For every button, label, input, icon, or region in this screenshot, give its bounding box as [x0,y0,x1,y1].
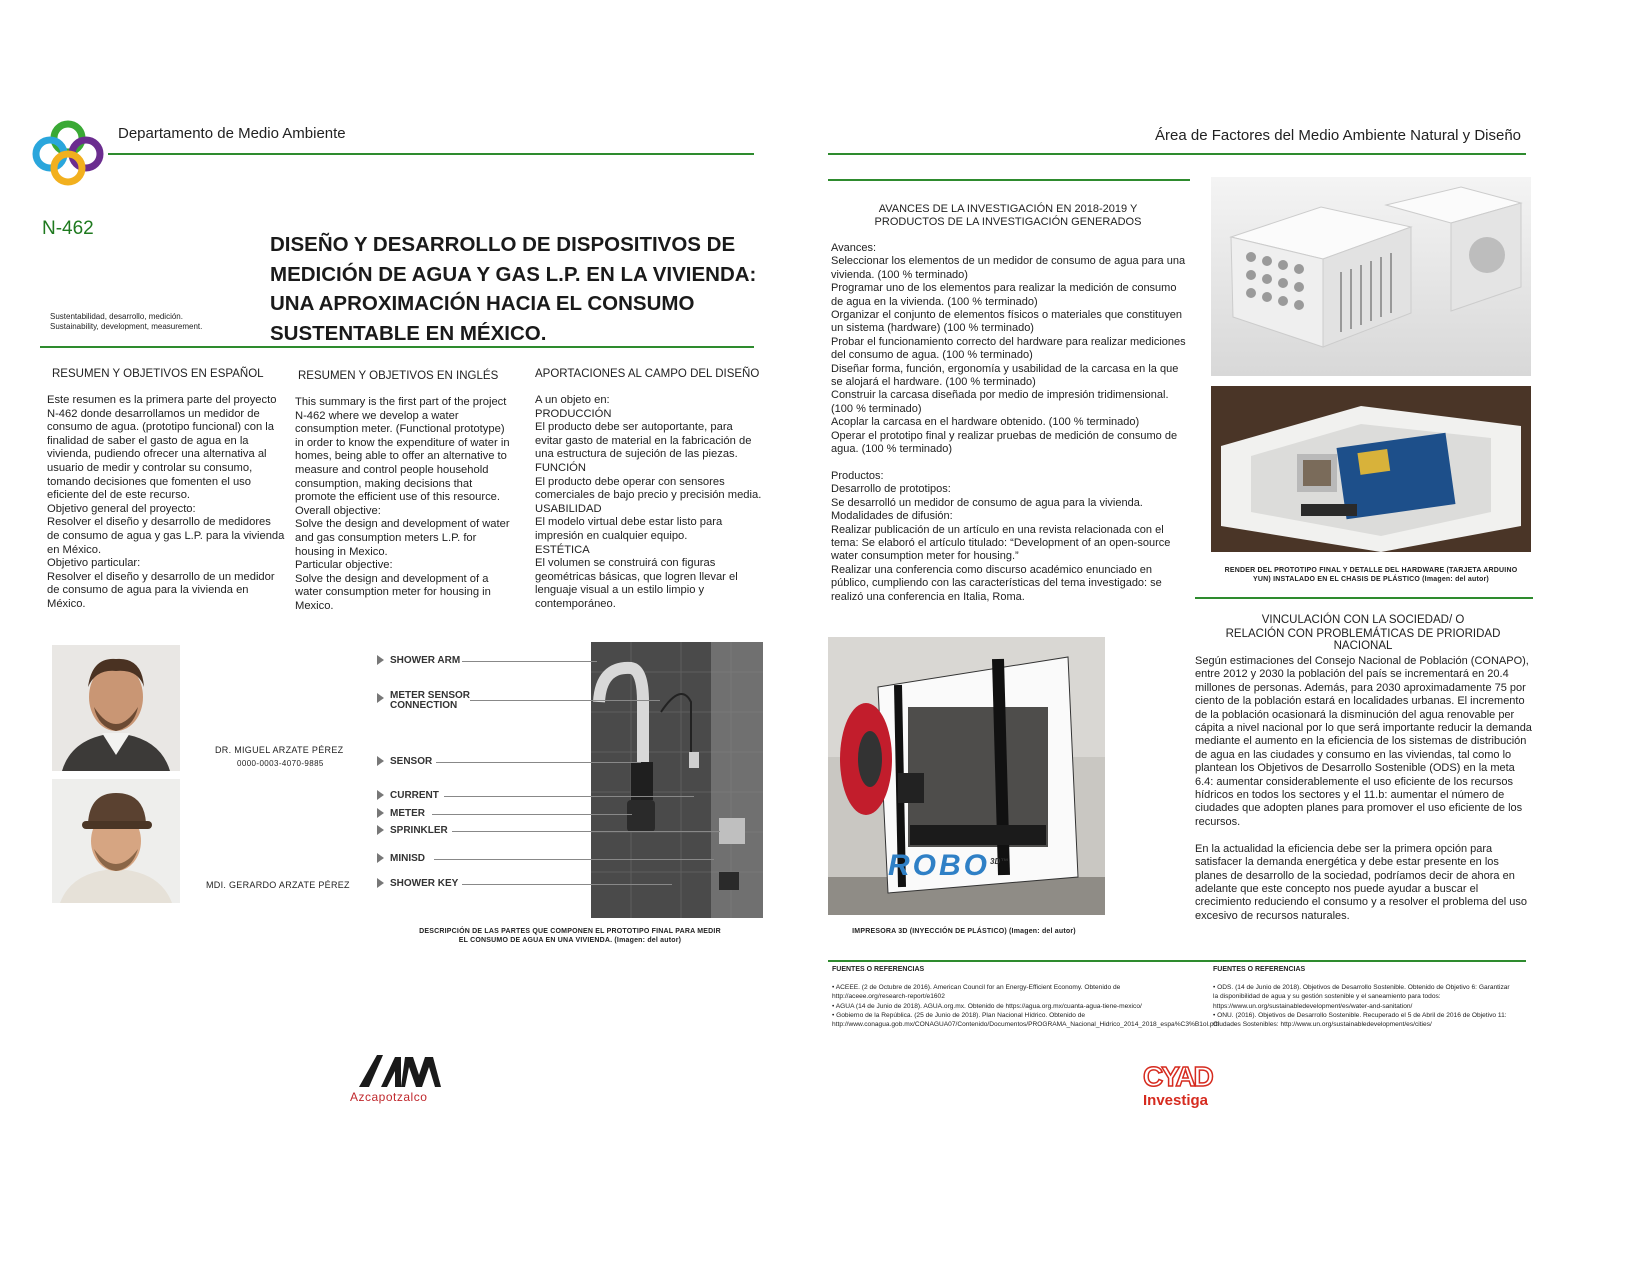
resumen-en-body: This summary is the first part of the project N-462 where we develop a water consumption meter. (Functional prototype) in order to know the expenditure of water in homes, being able to offer an alternative to measure and control people household consumption, making decisions that promote the efficient use of this resource. Overall objective: Solve the design and development of water and gas consumption meters L.P. for housing in Mexico. Particular objective: Solve the design and development of a water consumption meter for housing in Mexico. [295,396,510,612]
header-rule-left [108,153,754,155]
arduino-hardware-image [1211,386,1531,552]
cyad-logo: CYAD [1143,1061,1212,1092]
department-name: Departamento de Medio Ambiente [118,125,346,142]
author-1-name: DR. MIGUEL ARZATE PÉREZ [215,745,344,755]
department-logo [30,118,106,188]
vinculacion-title-2: RELACIÓN CON PROBLEMÁTICAS DE PRIORIDAD NACIONAL [1225,628,1501,652]
leader-shower-arm [462,661,597,662]
label-minisd: MINISD [377,853,425,864]
label-shower-key: SHOWER KEY [377,878,458,889]
printer-caption: IMPRESORA 3D (INYECCIÓN DE PLÁSTICO) (Imagen: del autor) [852,928,1076,935]
leader-current [444,796,694,797]
uam-campus: Azcapotzalco [350,1090,428,1104]
3d-printer-image [828,637,1105,915]
author-photo-2 [52,779,180,903]
header-rule-right [828,153,1526,155]
prototype-installation-photo [591,642,763,918]
resumen-es-body: Este resumen es la primera parte del proyecto N-462 donde desarrollamos un medidor de consumo de agua. (prototipo funcional) con la finalidad de saber el gasto de agua en la vivienda, pudiendo ofrecer una alternativa al usuario de medir y controlar su consumo, tomando decisiones que fomenten el uso eficiente del de este recurso. Objetivo general del proyecto: Resolver el diseño y desarrollo de medidores de consumo de agua y gas L.P. para la vivienda en México. Objetivo particular: Resolver el diseño y desarrollo de un medidor de consumo de agua para la vivienda en México. [47,394,285,610]
project-title: DISEÑO Y DESARROLLO DE DISPOSITIVOS DE MEDICIÓN DE AGUA Y GAS L.P. EN LA VIVIENDA: UNA APROXIMACIÓN HACIA EL CONSUMO SUSTENTABLE EN MÉXICO. [270,233,757,345]
label-shower-arm: SHOWER ARM [377,655,460,666]
refs-rule [828,960,1526,962]
leader-shower-key [462,884,672,885]
references-left-title: FUENTES O REFERENCIAS [832,966,925,973]
project-code: N-462 [42,218,94,239]
label-sensor: SENSOR [377,756,432,767]
label-sprinkler: SPRINKLER [377,825,448,836]
cyad-investiga: Investiga [1143,1092,1209,1109]
area-name: Área de Factores del Medio Ambiente Natural y Diseño [1155,127,1522,144]
vinculacion-body: Según estimaciones del Consejo Nacional de Población (CONAPO), entre 2012 y 2030 la población del país se incrementará en 20.4 millones de personas. Además, para 2030 aproximadamente 75 por ciento de la población estará en localidades urbanas. El incremento de la población ocasionará la disminución del agua renovable per cápita a nivel nacional por lo que será importante reducir la demanda mediante el aumento en la eficiencia de los sistemas de distribución de agua en las ciudades y consumo en las viviendas, tal como lo plantean los Objetivos de Desarrollo Sostenible (ODS) en la meta 6.4: aumentar considerablemente el uso eficiente de los recursos hídricos en todos los sectores y el 11.b: aumentar el número de ciudades que adopten planes para promover el uso eficiente de los recursos. En la actualidad la eficiencia debe ser la primera opción para satisfacer la demanda energética y debe estar presente en los planes de desarrollo de la sociedad, podríamos decir de ahora en adelante que este concepto nos puede ayudar a buscar el crecimiento reduciendo el consumo y a resolver el problema del uso excesivo de recursos naturales. [1195,655,1532,922]
leader-meter-sensor [470,700,660,701]
printer-brand: $ROBO^{3D™}$ [888,849,1009,882]
avances-title-2: PRODUCTOS DE LA INVESTIGACIÓN GENERADOS [874,216,1142,228]
references-right-title: FUENTES O REFERENCIAS [1213,966,1306,973]
label-current: CURRENT [377,790,439,801]
aportaciones-body: A un objeto en: PRODUCCIÓN El producto debe ser autoportante, para evitar gasto de material en la fabricación de una estructura de sujeción de las piezas. FUNCIÓN El producto debe operar con sensores comerciales de bajo precio y precisión media. USABILIDAD El modelo virtual debe estar listo para impresión en cualquier equipo. ESTÉTICA El volumen se construirá con figuras geométricas básicas, que logren llevar el lenguaje visual a un estilo limpio y contemporáneo. [535,394,762,610]
leader-sensor [436,762,641,763]
avances-title-1: AVANCES DE LA INVESTIGACIÓN EN 2018-2019 Y [878,203,1138,215]
render-caption: RENDER DEL PROTOTIPO FINAL Y DETALLE DEL HARDWARE (TARJETA ARDUINO YUN) INSTALADO EN EL CHASIS DE PLÁSTICO (Imagen: del autor) [1224,567,1518,583]
enclosure-render-image [1211,177,1531,376]
leader-sprinkler [452,831,720,832]
resumen-en-title: RESUMEN Y OBJETIVOS EN INGLÉS [298,370,499,382]
leader-minisd [434,859,714,860]
avances-body: Avances: Seleccionar los elementos de un medidor de consumo de agua para una vivienda. (100 % terminado) Programar uno de los elementos para realizar la medición de consumo de agua en la vivienda. (100 % terminado) Organizar el conjunto de elementos físicos o materiales que constituyen un sistema (hardware) (100 % terminado) Probar el funcionamiento correcto del hardware para realizar mediciones del consumo de agua. (100 % terminado) Diseñar forma, función, ergonomía y usabilidad de la carcasa en la que se alojará el hardware. (100 % terminado) Construir la carcasa diseñada por medio de impresión tridimensional. (100 % terminado) Acoplar la carcasa en el hardware obtenido. (100 % terminado) Operar el prototipo final y realizar pruebas de medición de consumo de agua. (100 % terminado) Productos: Desarrollo de prototipos: Se desarrolló un medidor de consumo de agua para la vivienda. Modalidades de difusión: Realizar publicación de un artículo en una revista relacionada con el tema: Se elaboró el artículo titulado: “Development of an open-source water consumption meter for housing.” Realizar una conferencia como discurso académico enunciado en público, cumpliendo con las características del tema investigado: se realizó una conferencia en Italia, Roma. [831,242,1186,603]
avances-rule [828,179,1190,181]
vinculacion-rule [1195,597,1533,599]
author-photo-1 [52,645,180,771]
diagram-caption: DESCRIPCIÓN DE LAS PARTES QUE COMPONEN EL PROTOTIPO FINAL PARA MEDIR EL CONSUMO DE AGUA EN UNA VIVIENDA. (Imagen: del autor) [419,928,721,944]
references-right-body: • ODS. (14 de Junio de 2018). Objetivos de Desarrollo Sostenible. Obtenido de Objetivo 6: Garantizar la disponibilidad de agua y su gestión sostenible y el saneamiento para todos: https://www.un.org/sustainabledevelopment/es/water-and-sanitation/ • ONU. (2016). Objetivos de Desarrollo Sostenible. Recuperado el 5 de Abril de 2016 de Objetivo 11: Ciudades Sostenibles: http://www.un.org/sustainabledevelopment/es/cities/ [1213,984,1510,1029]
references-left-body: • ACEEE. (2 de Octubre de 2016). American Council for an Energy-Efficient Economy. Obtenido de http://aceee.org/research-report/e1602 • AGUA (14 de Junio de 2018). AGUA.org.mx. Obtenido de https://agua.org.mx/cuanta-agua-tiene-mexico/ • Gobierno de la República. (25 de Junio de 2018). Plan Nacional Hídrico. Obtenido de http://www.conagua.gob.mx/CONAGUA07/Contenido/Documentos/PROGRAMA_Nacional_Hidrico_2014_2018_espa%C3%B1ol.pdf [832,984,1220,1029]
label-meter-sensor-connection: METER SENSOR CONNECTION [377,691,487,711]
keywords-en: Sustainability, development, measurement. [50,322,203,331]
keywords-es: Sustentabilidad, desarrollo, medición. [50,312,183,321]
aportaciones-title: APORTACIONES AL CAMPO DEL DISEÑO [535,368,760,380]
author-1-orcid: 0000-0003-4070-9885 [237,759,324,768]
label-meter: METER [377,808,425,819]
uam-logo [355,1053,445,1089]
author-2-name: MDI. GERARDO ARZATE PÉREZ [206,880,350,890]
vinculacion-title-1: VINCULACIÓN CON LA SOCIEDAD/ O [1261,614,1465,626]
title-rule [40,346,754,348]
leader-meter [432,814,632,815]
resumen-es-title: RESUMEN Y OBJETIVOS EN ESPAÑOL [52,368,264,380]
